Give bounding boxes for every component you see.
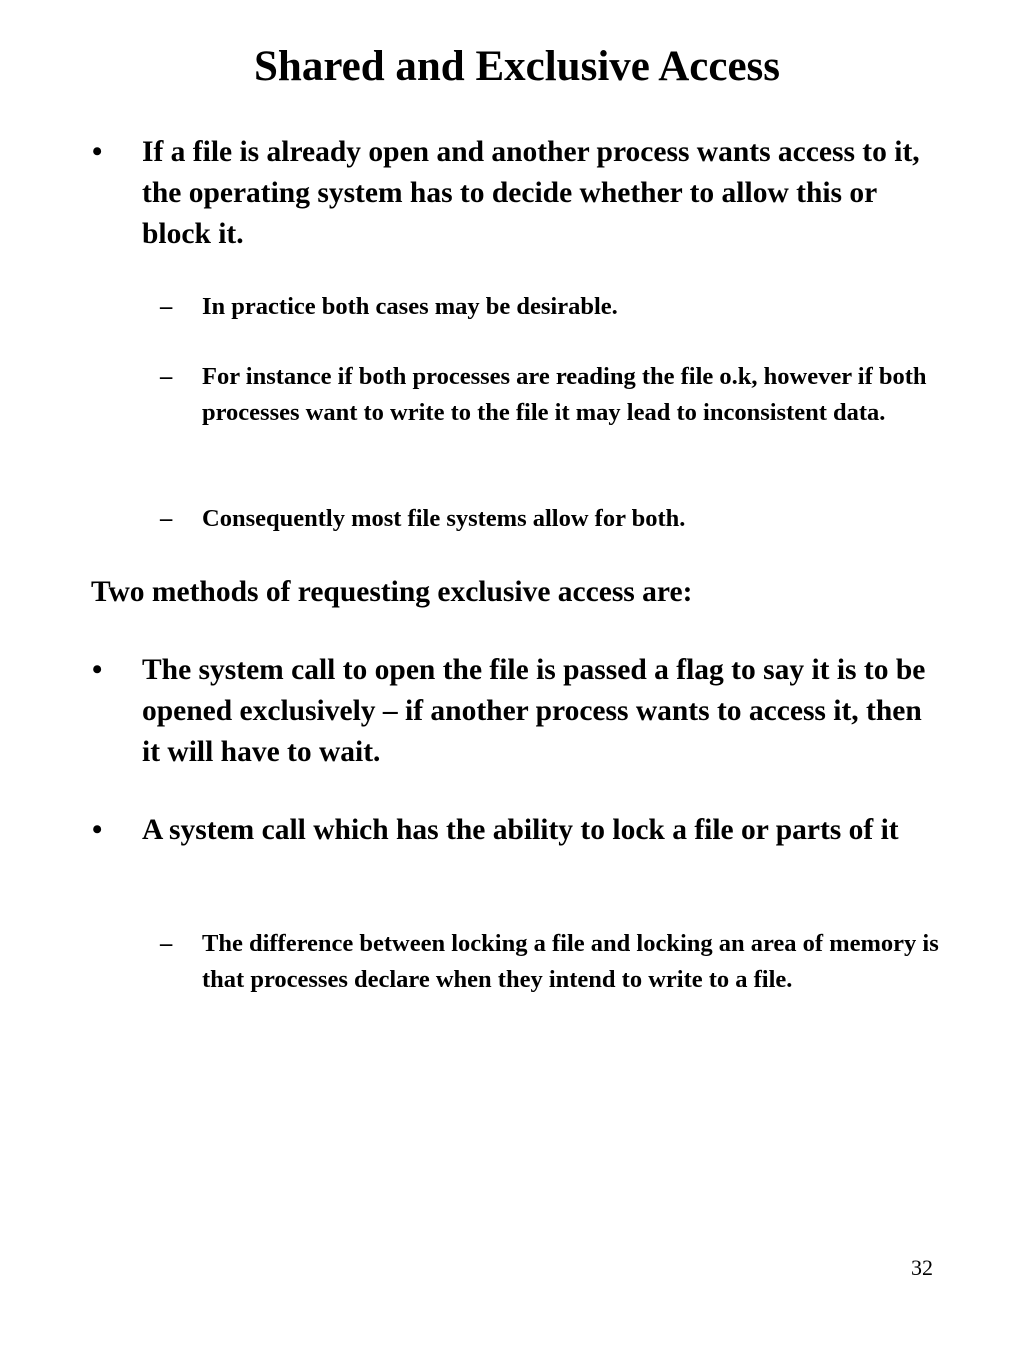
sub-bullet-item: For instance if both processes are reading the file o.k, however if both processes want to write to the file it may lead to inconsistent data. bbox=[202, 363, 927, 426]
sub-bullet-item: The difference between locking a file and locking an area of memory is that processes declare when they intend to write to a file. bbox=[202, 930, 939, 993]
section-heading: Two methods of requesting exclusive access are: bbox=[91, 576, 693, 608]
dash-marker: – bbox=[160, 930, 173, 957]
dash-marker: – bbox=[160, 293, 173, 320]
bullet-marker: • bbox=[92, 814, 103, 846]
sub-bullet-item: Consequently most file systems allow for both. bbox=[202, 505, 686, 532]
page-number: 32 bbox=[911, 1255, 933, 1280]
sub-bullet-item: In practice both cases may be desirable. bbox=[202, 293, 618, 320]
bullet-marker: • bbox=[92, 654, 103, 686]
bullet-item: A system call which has the ability to lock a file or parts of it bbox=[142, 814, 899, 846]
bullet-item: If a file is already open and another process wants access to it, the operating system has to decide whether to allow this or block it. bbox=[142, 136, 920, 250]
dash-marker: – bbox=[160, 505, 173, 532]
slide-title: Shared and Exclusive Access bbox=[253, 43, 780, 90]
dash-marker: – bbox=[160, 363, 173, 390]
bullet-marker: • bbox=[92, 136, 103, 168]
bullet-item: The system call to open the file is passed a flag to say it is to be opened exclusively – if another process wants to access it, then it will have to wait. bbox=[142, 654, 926, 768]
